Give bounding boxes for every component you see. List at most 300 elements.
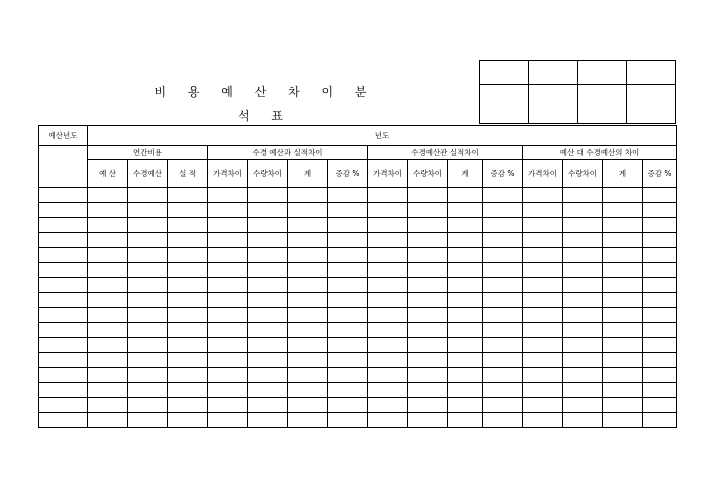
- col-quantity-variance: 수량차이: [248, 160, 288, 188]
- item-header-blank: [39, 146, 88, 188]
- table-cell[interactable]: [128, 203, 168, 218]
- table-cell[interactable]: [448, 383, 483, 398]
- table-cell[interactable]: [248, 323, 288, 338]
- table-cell[interactable]: [368, 413, 408, 428]
- table-cell[interactable]: [563, 188, 603, 203]
- table-cell[interactable]: [368, 233, 408, 248]
- table-row: [39, 203, 677, 218]
- table-cell[interactable]: [448, 338, 483, 353]
- budget-variance-table: [38, 125, 677, 428]
- table-cell[interactable]: [288, 368, 328, 383]
- table-cell[interactable]: [128, 368, 168, 383]
- table-cell[interactable]: [328, 233, 368, 248]
- table-cell[interactable]: [248, 263, 288, 278]
- table-cell[interactable]: [128, 293, 168, 308]
- table-cell[interactable]: [128, 308, 168, 323]
- table-cell[interactable]: [248, 233, 288, 248]
- table-cell[interactable]: [483, 398, 523, 413]
- table-cell[interactable]: [208, 188, 248, 203]
- table-cell[interactable]: [168, 323, 208, 338]
- col-price-variance: 가격차이: [368, 160, 408, 188]
- col-total: 계: [603, 160, 643, 188]
- table-cell[interactable]: [248, 293, 288, 308]
- table-cell[interactable]: [643, 308, 677, 323]
- table-cell[interactable]: [288, 383, 328, 398]
- table-cell[interactable]: [288, 308, 328, 323]
- table-cell[interactable]: [248, 188, 288, 203]
- table-cell[interactable]: [523, 248, 563, 263]
- table-cell[interactable]: [368, 323, 408, 338]
- table-cell[interactable]: [408, 353, 448, 368]
- row-item-cell[interactable]: [39, 368, 88, 383]
- table-cell[interactable]: [168, 398, 208, 413]
- table-cell[interactable]: [208, 248, 248, 263]
- table-cell[interactable]: [643, 278, 677, 293]
- row-item-cell[interactable]: [39, 353, 88, 368]
- table-cell[interactable]: [563, 413, 603, 428]
- table-cell[interactable]: [643, 323, 677, 338]
- table-cell[interactable]: [483, 353, 523, 368]
- table-cell[interactable]: [208, 263, 248, 278]
- table-cell[interactable]: [248, 353, 288, 368]
- table-cell[interactable]: [248, 308, 288, 323]
- table-cell[interactable]: [563, 233, 603, 248]
- table-cell[interactable]: [168, 383, 208, 398]
- col-actual: 실 적: [168, 160, 208, 188]
- table-cell[interactable]: [448, 413, 483, 428]
- row-item-cell[interactable]: [39, 218, 88, 233]
- table-cell[interactable]: [523, 188, 563, 203]
- table-cell[interactable]: [328, 383, 368, 398]
- row-item-cell[interactable]: [39, 383, 88, 398]
- table-cell[interactable]: [643, 218, 677, 233]
- table-cell[interactable]: [483, 263, 523, 278]
- table-cell[interactable]: [88, 413, 128, 428]
- table-cell[interactable]: [328, 248, 368, 263]
- table-cell[interactable]: [168, 413, 208, 428]
- table-cell[interactable]: [563, 203, 603, 218]
- table-cell[interactable]: [523, 323, 563, 338]
- table-cell[interactable]: [603, 413, 643, 428]
- row-item-cell[interactable]: [39, 413, 88, 428]
- table-cell[interactable]: [603, 353, 643, 368]
- table-cell[interactable]: [248, 398, 288, 413]
- table-row: [39, 278, 677, 293]
- table-cell[interactable]: [288, 353, 328, 368]
- table-cell[interactable]: [408, 308, 448, 323]
- approval-cell[interactable]: [578, 61, 627, 85]
- table-cell[interactable]: [643, 233, 677, 248]
- table-cell[interactable]: [643, 398, 677, 413]
- table-cell[interactable]: [88, 353, 128, 368]
- row-item-cell[interactable]: [39, 203, 88, 218]
- table-cell[interactable]: [128, 323, 168, 338]
- table-cell[interactable]: [288, 323, 328, 338]
- table-cell[interactable]: [88, 233, 128, 248]
- table-cell[interactable]: [208, 353, 248, 368]
- table-cell[interactable]: [208, 218, 248, 233]
- row-item-cell[interactable]: [39, 278, 88, 293]
- table-cell[interactable]: [448, 233, 483, 248]
- row-item-cell[interactable]: [39, 233, 88, 248]
- table-cell[interactable]: [448, 263, 483, 278]
- table-cell[interactable]: [168, 188, 208, 203]
- table-cell[interactable]: [643, 248, 677, 263]
- table-cell[interactable]: [288, 263, 328, 278]
- table-cell[interactable]: [603, 233, 643, 248]
- table-cell[interactable]: [408, 398, 448, 413]
- table-cell[interactable]: [208, 338, 248, 353]
- table-cell[interactable]: [408, 293, 448, 308]
- table-row: [39, 368, 677, 383]
- table-cell[interactable]: [208, 308, 248, 323]
- table-cell[interactable]: [208, 398, 248, 413]
- col-change-percent: 증감 %: [328, 160, 368, 188]
- table-cell[interactable]: [168, 308, 208, 323]
- table-cell[interactable]: [328, 353, 368, 368]
- table-cell[interactable]: [408, 218, 448, 233]
- table-cell[interactable]: [368, 383, 408, 398]
- table-cell[interactable]: [88, 263, 128, 278]
- table-cell[interactable]: [288, 248, 328, 263]
- approval-cell[interactable]: [529, 61, 578, 85]
- table-cell[interactable]: [483, 323, 523, 338]
- table-cell[interactable]: [208, 233, 248, 248]
- col-quantity-variance: 수량차이: [408, 160, 448, 188]
- table-cell[interactable]: [288, 188, 328, 203]
- table-cell[interactable]: [448, 308, 483, 323]
- table-cell[interactable]: [168, 293, 208, 308]
- table-cell[interactable]: [448, 293, 483, 308]
- table-cell[interactable]: [523, 293, 563, 308]
- row-item-cell[interactable]: [39, 308, 88, 323]
- table-cell[interactable]: [288, 413, 328, 428]
- table-cell[interactable]: [328, 398, 368, 413]
- table-cell[interactable]: [523, 218, 563, 233]
- table-cell[interactable]: [523, 278, 563, 293]
- table-cell[interactable]: [408, 323, 448, 338]
- table-cell[interactable]: [128, 353, 168, 368]
- table-cell[interactable]: [128, 413, 168, 428]
- table-cell[interactable]: [643, 188, 677, 203]
- table-cell[interactable]: [603, 218, 643, 233]
- table-cell[interactable]: [288, 233, 328, 248]
- table-cell[interactable]: [168, 278, 208, 293]
- approval-signature-cell[interactable]: [627, 85, 676, 124]
- col-change-percent: 증감 %: [483, 160, 523, 188]
- table-cell[interactable]: [563, 323, 603, 338]
- table-row: [39, 218, 677, 233]
- table-cell[interactable]: [448, 248, 483, 263]
- table-row: [39, 188, 677, 203]
- table-cell[interactable]: [248, 338, 288, 353]
- table-cell[interactable]: [563, 263, 603, 278]
- table-cell[interactable]: [523, 383, 563, 398]
- table-cell[interactable]: [643, 203, 677, 218]
- table-cell[interactable]: [88, 293, 128, 308]
- table-cell[interactable]: [208, 323, 248, 338]
- table-cell[interactable]: [248, 278, 288, 293]
- table-cell[interactable]: [603, 338, 643, 353]
- table-cell[interactable]: [128, 188, 168, 203]
- table-cell[interactable]: [643, 413, 677, 428]
- table-cell[interactable]: [328, 278, 368, 293]
- table-cell[interactable]: [328, 293, 368, 308]
- table-cell[interactable]: [643, 383, 677, 398]
- col-quantity-variance: 수량차이: [563, 160, 603, 188]
- table-cell[interactable]: [483, 338, 523, 353]
- table-cell[interactable]: [483, 188, 523, 203]
- table-row: [39, 293, 677, 308]
- table-cell[interactable]: [168, 263, 208, 278]
- table-cell[interactable]: [168, 218, 208, 233]
- table-cell[interactable]: [88, 398, 128, 413]
- row-item-cell[interactable]: [39, 248, 88, 263]
- table-cell[interactable]: [448, 188, 483, 203]
- table-cell[interactable]: [483, 413, 523, 428]
- table-cell[interactable]: [563, 248, 603, 263]
- col-change-percent: 증감 %: [643, 160, 677, 188]
- table-cell[interactable]: [603, 263, 643, 278]
- table-cell[interactable]: [523, 368, 563, 383]
- table-cell[interactable]: [368, 248, 408, 263]
- table-cell[interactable]: [328, 188, 368, 203]
- table-cell[interactable]: [523, 263, 563, 278]
- col-total: 계: [448, 160, 483, 188]
- group-revised-vs-actual: 수경 예산과 실적차이: [208, 146, 368, 160]
- table-cell[interactable]: [368, 398, 408, 413]
- table-row: [39, 263, 677, 278]
- table-cell[interactable]: [88, 323, 128, 338]
- table-cell[interactable]: [483, 203, 523, 218]
- table-cell[interactable]: [88, 308, 128, 323]
- table-cell[interactable]: [168, 203, 208, 218]
- table-cell[interactable]: [483, 383, 523, 398]
- table-cell[interactable]: [328, 338, 368, 353]
- table-cell[interactable]: [368, 218, 408, 233]
- table-cell[interactable]: [248, 203, 288, 218]
- table-cell[interactable]: [368, 188, 408, 203]
- table-cell[interactable]: [248, 383, 288, 398]
- table-cell[interactable]: [88, 368, 128, 383]
- table-cell[interactable]: [523, 308, 563, 323]
- table-cell[interactable]: [368, 293, 408, 308]
- table-cell[interactable]: [523, 233, 563, 248]
- table-cell[interactable]: [523, 398, 563, 413]
- table-cell[interactable]: [523, 203, 563, 218]
- table-row: [39, 413, 677, 428]
- table-row: [39, 338, 677, 353]
- table-cell[interactable]: [408, 278, 448, 293]
- table-cell[interactable]: [88, 248, 128, 263]
- table-cell[interactable]: [603, 383, 643, 398]
- table-cell[interactable]: [448, 353, 483, 368]
- table-cell[interactable]: [603, 368, 643, 383]
- table-cell[interactable]: [408, 248, 448, 263]
- row-item-cell[interactable]: [39, 323, 88, 338]
- page-title: 비 용 예 산 차 이 분 석 표: [154, 85, 376, 123]
- table-cell[interactable]: [483, 368, 523, 383]
- table-cell[interactable]: [563, 278, 603, 293]
- approval-signature-cell[interactable]: [480, 85, 529, 124]
- table-row: [39, 248, 677, 263]
- table-cell[interactable]: [408, 263, 448, 278]
- table-cell[interactable]: [448, 218, 483, 233]
- table-cell[interactable]: [408, 233, 448, 248]
- table-cell[interactable]: [368, 338, 408, 353]
- table-cell[interactable]: [328, 368, 368, 383]
- group-budget-vs-revised: 예산 대 수경예산의 차이: [523, 146, 677, 160]
- table-cell[interactable]: [128, 398, 168, 413]
- table-row: [39, 353, 677, 368]
- table-cell[interactable]: [603, 398, 643, 413]
- group-annual-cost: 연간비용: [88, 146, 208, 160]
- table-cell[interactable]: [328, 263, 368, 278]
- table-cell[interactable]: [448, 203, 483, 218]
- table-cell[interactable]: [408, 383, 448, 398]
- table-cell[interactable]: [208, 413, 248, 428]
- table-cell[interactable]: [328, 323, 368, 338]
- year-label: 년도: [88, 126, 677, 146]
- table-cell[interactable]: [523, 353, 563, 368]
- table-cell[interactable]: [328, 203, 368, 218]
- table-cell[interactable]: [368, 368, 408, 383]
- row-item-cell[interactable]: [39, 293, 88, 308]
- table-cell[interactable]: [483, 233, 523, 248]
- table-cell[interactable]: [643, 338, 677, 353]
- table-cell[interactable]: [168, 233, 208, 248]
- table-cell[interactable]: [208, 293, 248, 308]
- table-cell[interactable]: [248, 368, 288, 383]
- table-cell[interactable]: [88, 203, 128, 218]
- table-cell[interactable]: [563, 293, 603, 308]
- table-cell[interactable]: [448, 323, 483, 338]
- budget-year-label: 예산년도: [39, 126, 88, 146]
- table-cell[interactable]: [88, 188, 128, 203]
- table-cell[interactable]: [368, 278, 408, 293]
- col-total: 계: [288, 160, 328, 188]
- table-cell[interactable]: [643, 293, 677, 308]
- table-cell[interactable]: [448, 398, 483, 413]
- table-row: [39, 383, 677, 398]
- table-cell[interactable]: [248, 248, 288, 263]
- table-cell[interactable]: [128, 338, 168, 353]
- table-cell[interactable]: [483, 308, 523, 323]
- table-cell[interactable]: [88, 338, 128, 353]
- table-cell[interactable]: [603, 293, 643, 308]
- table-cell[interactable]: [523, 338, 563, 353]
- table-cell[interactable]: [128, 233, 168, 248]
- table-cell[interactable]: [603, 323, 643, 338]
- table-cell[interactable]: [88, 278, 128, 293]
- table-cell[interactable]: [603, 188, 643, 203]
- row-item-cell[interactable]: [39, 338, 88, 353]
- table-cell[interactable]: [408, 188, 448, 203]
- table-cell[interactable]: [408, 413, 448, 428]
- table-cell[interactable]: [88, 218, 128, 233]
- table-cell[interactable]: [248, 218, 288, 233]
- table-cell[interactable]: [603, 248, 643, 263]
- table-cell[interactable]: [288, 338, 328, 353]
- table-row: [39, 398, 677, 413]
- table-cell[interactable]: [408, 368, 448, 383]
- table-cell[interactable]: [603, 278, 643, 293]
- table-cell[interactable]: [563, 308, 603, 323]
- col-revised-budget: 수경예산: [128, 160, 168, 188]
- table-cell[interactable]: [128, 278, 168, 293]
- table-cell[interactable]: [563, 218, 603, 233]
- table-cell[interactable]: [128, 218, 168, 233]
- table-cell[interactable]: [328, 218, 368, 233]
- table-cell[interactable]: [563, 398, 603, 413]
- table-cell[interactable]: [168, 248, 208, 263]
- table-cell[interactable]: [128, 263, 168, 278]
- table-cell[interactable]: [563, 368, 603, 383]
- table-cell[interactable]: [288, 293, 328, 308]
- table-cell[interactable]: [603, 308, 643, 323]
- table-cell[interactable]: [248, 413, 288, 428]
- table-cell[interactable]: [643, 263, 677, 278]
- table-cell[interactable]: [368, 353, 408, 368]
- row-item-cell[interactable]: [39, 263, 88, 278]
- table-cell[interactable]: [483, 248, 523, 263]
- table-cell[interactable]: [168, 338, 208, 353]
- table-cell[interactable]: [368, 263, 408, 278]
- row-item-cell[interactable]: [39, 188, 88, 203]
- table-cell[interactable]: [288, 218, 328, 233]
- approval-cell[interactable]: [627, 61, 676, 85]
- table-cell[interactable]: [483, 278, 523, 293]
- table-cell[interactable]: [483, 293, 523, 308]
- table-cell[interactable]: [208, 368, 248, 383]
- table-cell[interactable]: [368, 203, 408, 218]
- table-cell[interactable]: [288, 398, 328, 413]
- table-cell[interactable]: [563, 338, 603, 353]
- table-cell[interactable]: [288, 278, 328, 293]
- table-cell[interactable]: [643, 353, 677, 368]
- table-cell[interactable]: [643, 368, 677, 383]
- table-cell[interactable]: [523, 413, 563, 428]
- table-cell[interactable]: [168, 353, 208, 368]
- table-cell[interactable]: [128, 383, 168, 398]
- table-cell[interactable]: [563, 353, 603, 368]
- table-cell[interactable]: [408, 338, 448, 353]
- table-row: [39, 233, 677, 248]
- table-cell[interactable]: [483, 218, 523, 233]
- table-cell[interactable]: [88, 383, 128, 398]
- table-cell[interactable]: [563, 383, 603, 398]
- approval-signature-cell[interactable]: [529, 85, 578, 124]
- row-item-cell[interactable]: [39, 398, 88, 413]
- table-cell[interactable]: [603, 203, 643, 218]
- table-cell[interactable]: [448, 278, 483, 293]
- table-cell[interactable]: [208, 278, 248, 293]
- approval-signature-cell[interactable]: [578, 85, 627, 124]
- table-cell[interactable]: [168, 368, 208, 383]
- table-cell[interactable]: [328, 308, 368, 323]
- group-revised-actual-variance: 수경예산관 실적차이: [368, 146, 523, 160]
- table-cell[interactable]: [368, 308, 408, 323]
- table-cell[interactable]: [128, 248, 168, 263]
- table-cell[interactable]: [288, 203, 328, 218]
- table-cell[interactable]: [208, 383, 248, 398]
- table-cell[interactable]: [328, 413, 368, 428]
- table-row: [39, 323, 677, 338]
- table-cell[interactable]: [448, 368, 483, 383]
- table-cell[interactable]: [208, 203, 248, 218]
- approval-cell[interactable]: [480, 61, 529, 85]
- table-cell[interactable]: [408, 203, 448, 218]
